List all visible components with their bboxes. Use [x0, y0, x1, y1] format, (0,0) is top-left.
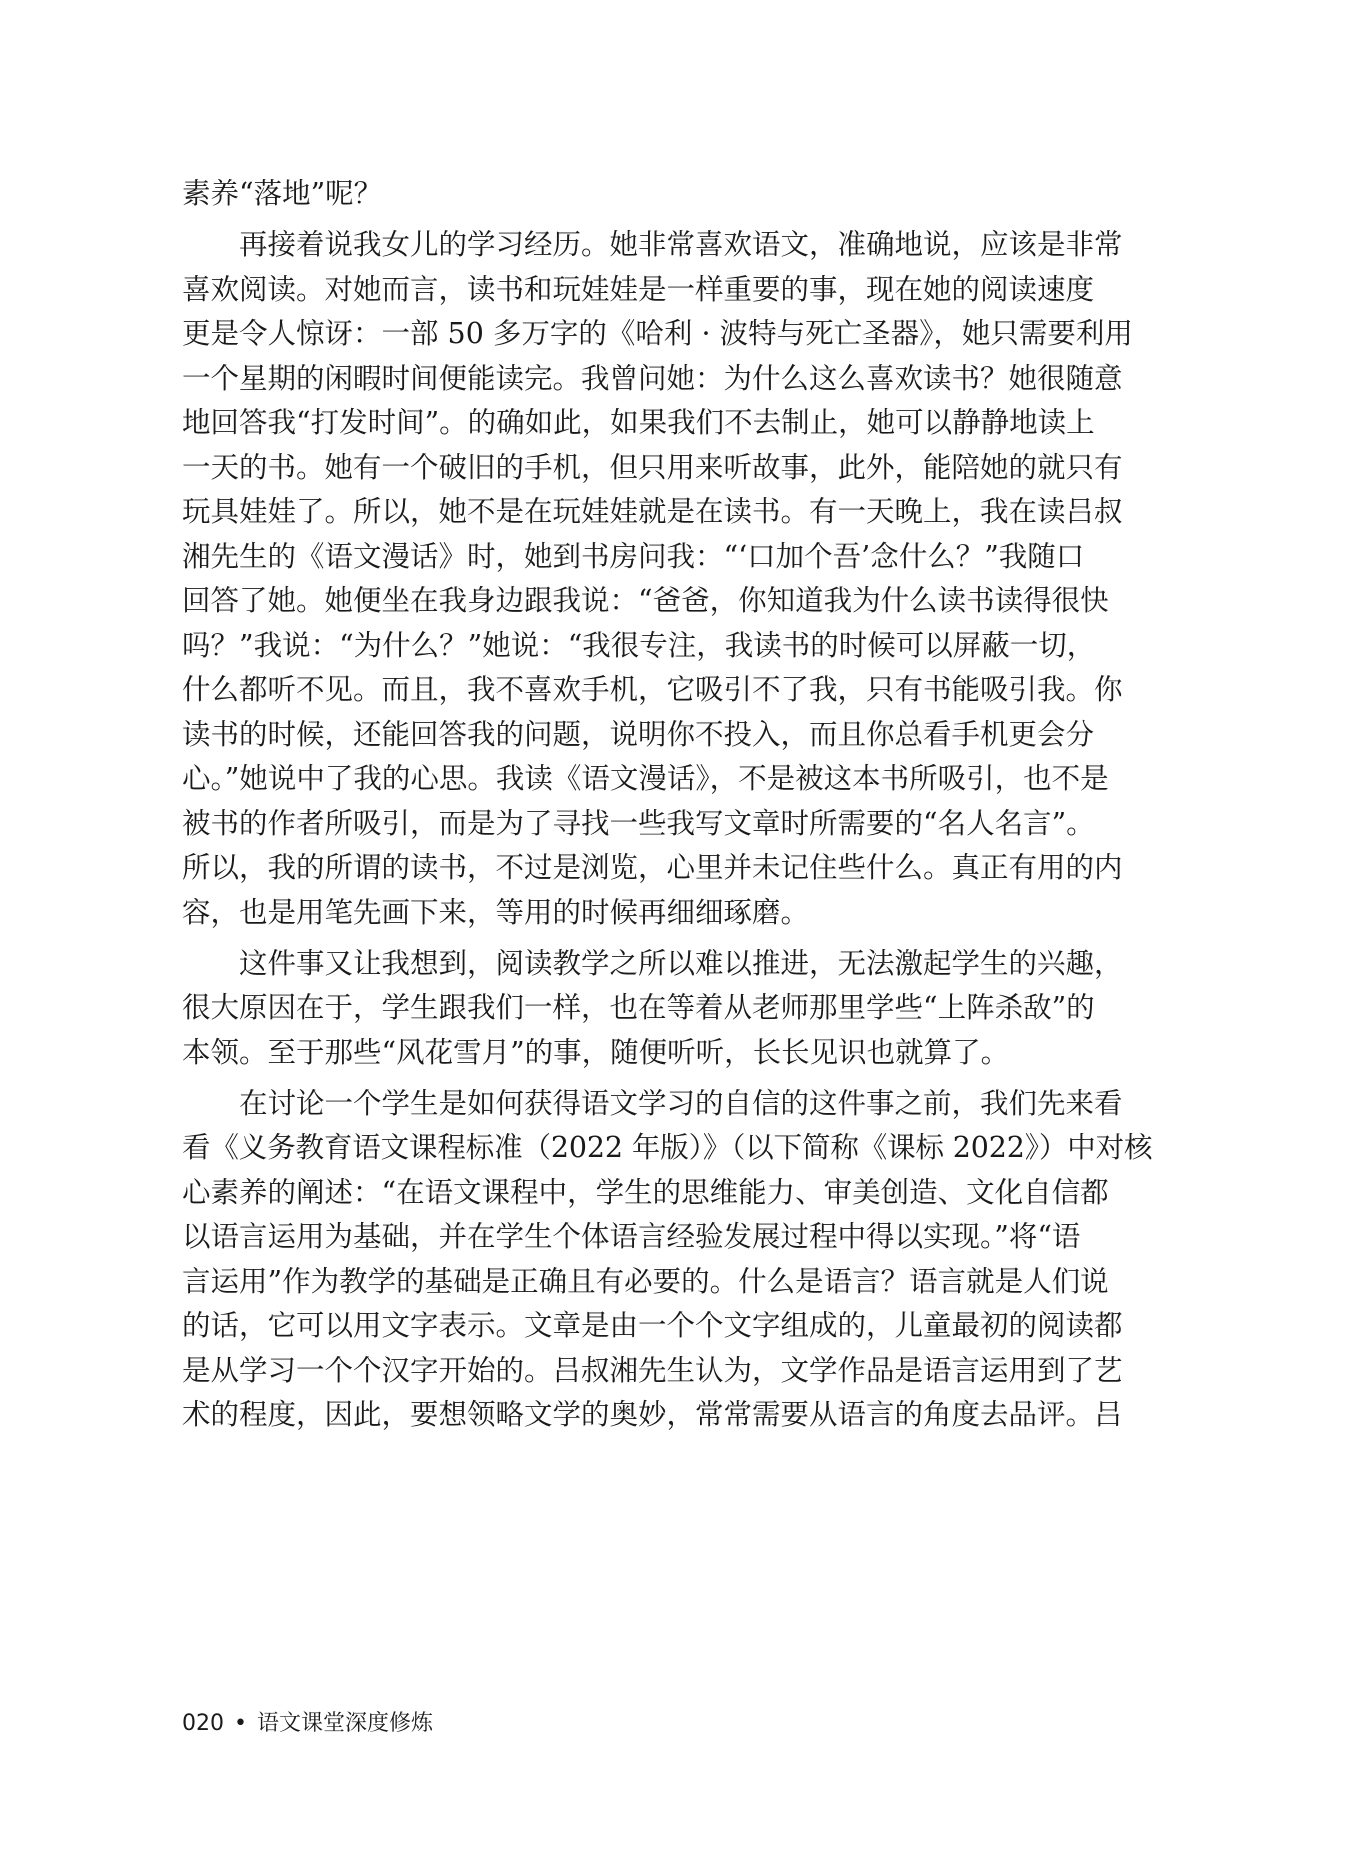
text-line: 言运用”作为教学的基础是正确且有必要的。什么是语言？语言就是人们说	[182, 1264, 1109, 1298]
text-line: 在讨论一个学生是如何获得语文学习的自信的这件事之前，我们先来看	[182, 1086, 1123, 1120]
text-line: 读书的时候，还能回答我的问题，说明你不投入，而且你总看手机更会分	[182, 717, 1095, 751]
text-line: 玩具娃娃了。所以，她不是在玩娃娃就是在读书。有一天晚上，我在读吕叔	[182, 495, 1123, 528]
text-line: 所以，我的所谓的读书，不过是浏览，心里并未记住些什么。真正有用的内	[182, 851, 1123, 884]
text-line: 素养“落地”呢？	[182, 177, 383, 210]
footer-separator: •	[234, 1711, 247, 1736]
text-line: 一天的书。她有一个破旧的手机，但只用来听故事，此外，能陪她的就只有	[182, 450, 1123, 484]
text-line: 一个星期的闲暇时间便能读完。我曾问她：为什么这么喜欢读书？她很随意	[182, 361, 1123, 395]
text-line: 心素养的阐述：“在语文课程中，学生的思维能力、审美创造、文化自信都	[182, 1175, 1109, 1209]
text-line: 再接着说我女儿的学习经历。她非常喜欢语文，准确地说，应该是非常	[182, 228, 1123, 261]
text-line: 更是令人惊讶：一部 50 多万字的《哈利 · 波特与死亡圣器》，她只需要利用	[182, 317, 1133, 350]
text-line: 看《义务教育语文课程标准（2022 年版）》（以下简称《课标 2022》）中对核	[182, 1131, 1153, 1164]
text-line: 容，也是用笔先画下来，等用的时候再细细琢磨。	[182, 895, 810, 929]
body-text	[182, 172, 1152, 1438]
text-line: 喜欢阅读。对她而言，读书和玩娃娃是一样重要的事，现在她的阅读速度	[182, 272, 1095, 306]
text-line: 回答了她。她便坐在我身边跟我说：“爸爸，你知道我为什么读书读得很快	[182, 584, 1109, 617]
book-title: 语文课堂深度修炼	[256, 1711, 433, 1736]
text-line: 什么都听不见。而且，我不喜欢手机，它吸引不了我，只有书能吸引我。你	[182, 673, 1123, 706]
text-line: 湘先生的《语文漫话》时，她到书房问我：“‘口加个吾’念什么？”我随口	[182, 539, 1085, 573]
text-line: 心。”她说中了我的心思。我读《语文漫话》，不是被这本书所吸引，也不是	[182, 762, 1109, 795]
text-line: 术的程度，因此，要想领略文学的奥妙，常常需要从语言的角度去品评。吕	[182, 1398, 1123, 1431]
page-footer	[182, 1706, 433, 1737]
text-line: 的话，它可以用文字表示。文章是由一个个文字组成的，儿童最初的阅读都	[182, 1309, 1123, 1342]
text-line: 是从学习一个个汉字开始的。吕叔湘先生认为，文学作品是语言运用到了艺	[182, 1353, 1123, 1387]
text-line: 被书的作者所吸引，而是为了寻找一些我写文章时所需要的“名人名言”。	[182, 806, 1095, 840]
text-line: 本领。至于那些“风花雪月”的事，随便听听，长长见识也就算了。	[182, 1035, 1010, 1069]
text-line: 地回答我“打发时间”。的确如此，如果我们不去制止，她可以静静地读上	[182, 406, 1095, 439]
text-line: 这件事又让我想到，阅读教学之所以难以推进，无法激起学生的兴趣，	[182, 946, 1123, 980]
page-number: 020	[182, 1711, 224, 1736]
text-line: 以语言运用为基础，并在学生个体语言经验发展过程中得以实现。”将“语	[182, 1220, 1081, 1253]
text-line: 吗？”我说：“为什么？”她说：“我很专注，我读书的时候可以屏蔽一切，	[182, 628, 1096, 662]
text-line: 很大原因在于，学生跟我们一样，也在等着从老师那里学些“上阵杀敌”的	[182, 991, 1095, 1024]
